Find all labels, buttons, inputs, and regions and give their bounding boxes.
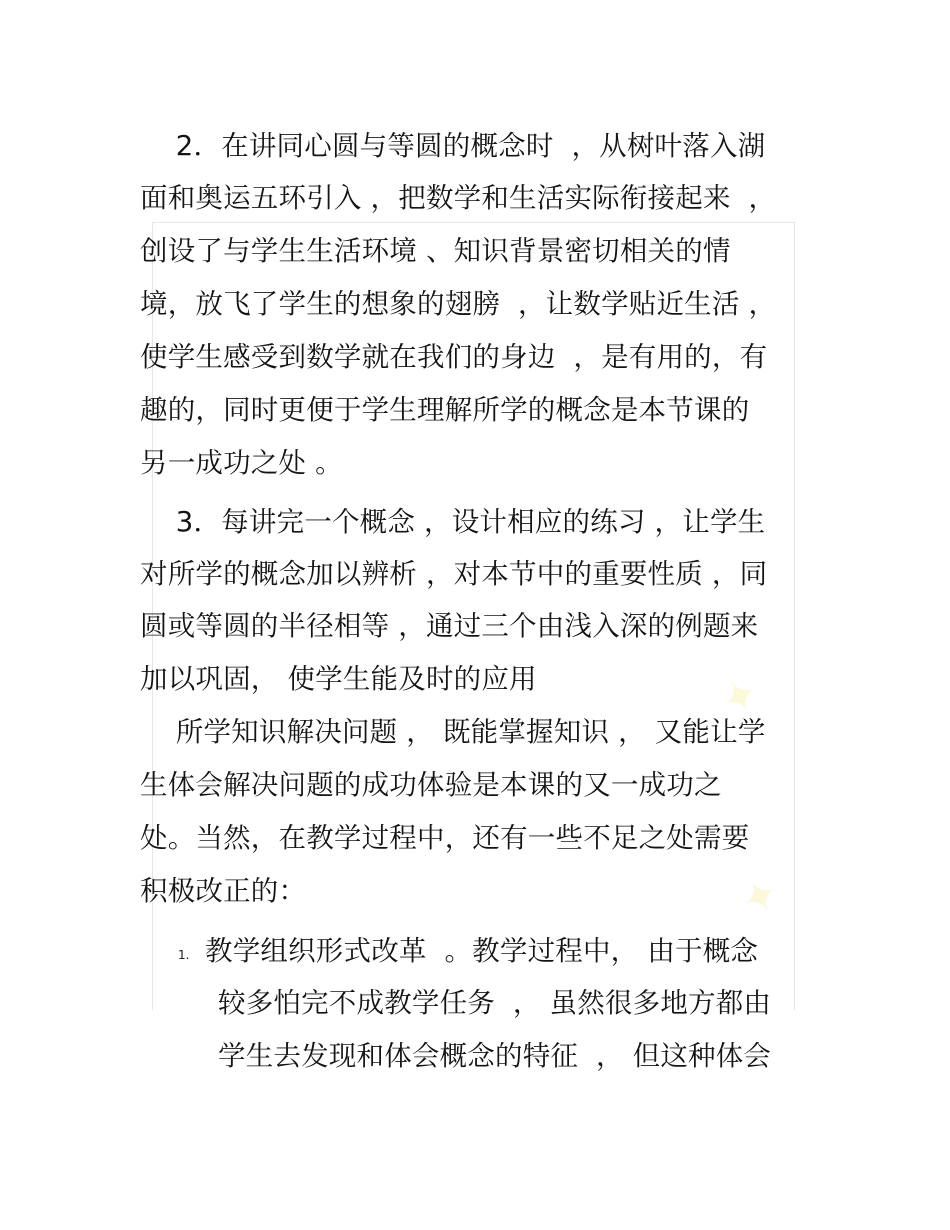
paragraph-line: 加以巩固， 使学生能及时的应用 bbox=[140, 663, 537, 695]
paragraph-line: 面和奥运五环引入 ，把数学和生活实际衔接起来 ， bbox=[140, 182, 777, 214]
list-item-line: 较多怕完不成教学任务 ， 虽然很多地方都由 bbox=[218, 987, 772, 1019]
paragraph-line: 创设了与学生生活环境 、知识背景密切相关的情 bbox=[140, 235, 731, 267]
paragraph-line: 2．在讲同心圆与等圆的概念时 ，从树叶落入湖 bbox=[140, 130, 766, 162]
paragraph-line: 圆或等圆的半径相等 ，通过三个由浅入深的例题来 bbox=[140, 610, 759, 642]
paragraph-line: 积极改正的： bbox=[140, 875, 307, 907]
watermark-mark: ✦ bbox=[712, 666, 769, 729]
paragraph-line: 对所学的概念加以辨析 ，对本节中的重要性质 ，同 bbox=[140, 558, 768, 590]
list-item-line: 学生去发现和体会概念的特征 ， 但这种体会 bbox=[218, 1040, 772, 1072]
list-marker: 1. bbox=[178, 948, 190, 962]
paragraph-line: 处。当然，在教学过程中，还有一些不足之处需要 bbox=[140, 822, 750, 854]
paragraph-line: 3．每讲完一个概念 ，设计相应的练习 ，让学生 bbox=[140, 506, 766, 538]
paragraph-line: 趣的，同时更便于学生理解所学的概念是本节课的 bbox=[140, 394, 750, 426]
frame-line-top bbox=[152, 222, 794, 223]
watermark-mark: ✦ bbox=[732, 866, 789, 929]
paragraph-line: 境，放飞了学生的想象的翅膀 ，让数学贴近生活 ， bbox=[140, 288, 777, 320]
list-item-line: 教学组织形式改革 。教学过程中， 由于概念 bbox=[205, 935, 759, 967]
paragraph-line: 生体会解决问题的成功体验是本课的又一成功之 bbox=[140, 769, 722, 801]
paragraph-line: 另一成功之处 。 bbox=[140, 447, 343, 479]
frame-line-right bbox=[794, 222, 795, 1010]
paragraph-line: 所学知识解决问题 ， 既能掌握知识 ， 又能让学 bbox=[140, 716, 766, 748]
paragraph-line: 使学生感受到数学就在我们的身边 ，是有用的，有 bbox=[140, 341, 768, 373]
